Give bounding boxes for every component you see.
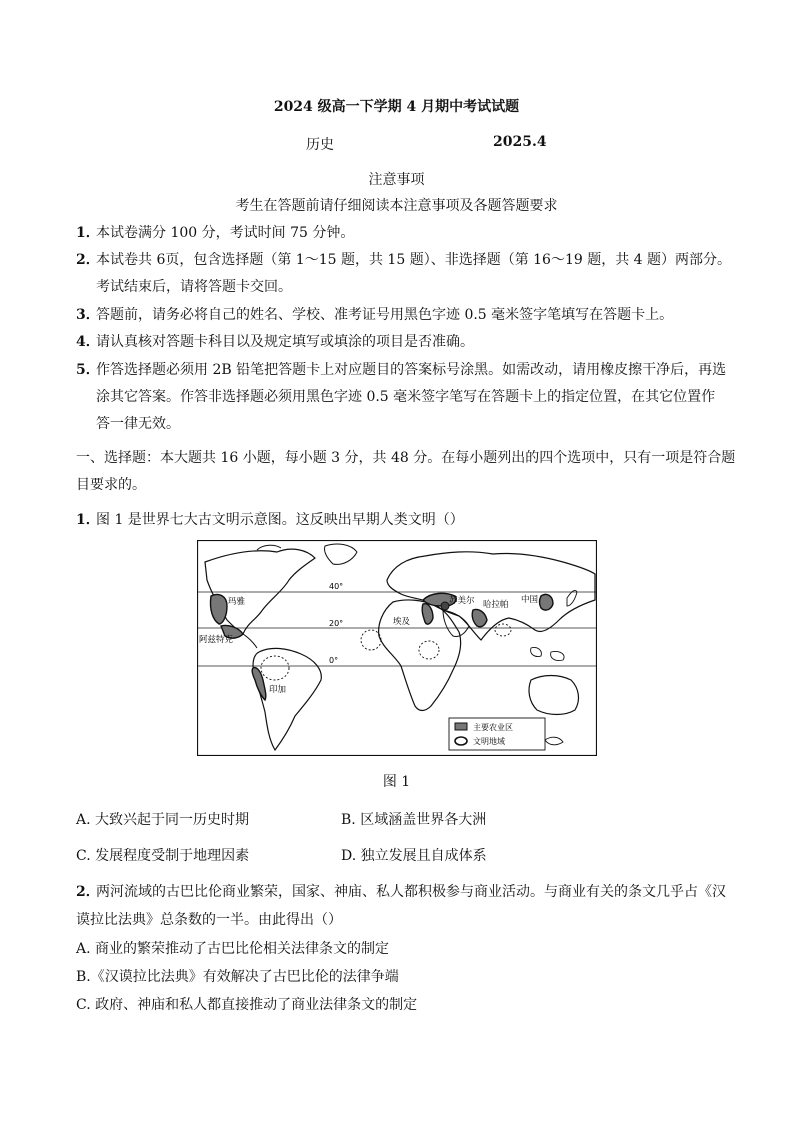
notice-item-2 xyxy=(76,250,731,270)
notice-item-number: 2． xyxy=(76,252,100,268)
question-2-stem xyxy=(76,882,726,902)
civ-label-inca: 印加 xyxy=(269,685,287,695)
exam-date: 2025.4 xyxy=(493,134,547,150)
civ-label-aztec: 阿兹特克 xyxy=(199,635,234,645)
latitude-label-40: 40° xyxy=(329,582,344,591)
q1-option-c[interactable]: C. 发展程度受制于地理因素 xyxy=(76,848,250,864)
legend-civ-label: 文明地域 xyxy=(473,737,505,746)
notice-subheading: 考生在答题前请仔细阅读本注意事项及各题答题要求 xyxy=(235,198,558,214)
section-heading: 一、选择题：本大题共 16 小题，每小题 3 分，共 48 分。在每小题列出的四个选项中，只有一项是符合题 xyxy=(76,450,736,466)
notice-item-text: 本试卷满分 100 分，考试时间 75 分钟。 xyxy=(96,225,355,241)
figure-caption: 图 1 xyxy=(382,774,411,790)
q1-option-d[interactable]: D. 独立发展且自成体系 xyxy=(341,848,487,864)
exam-title: 2024 级高一下学期 4 月期中考试试题 xyxy=(273,99,520,115)
china-civilization-zone xyxy=(540,594,554,610)
latitude-label-20: 20° xyxy=(329,619,344,628)
question-text: 图 1 是世界七大古文明示意图。这反映出早期人类文明（） xyxy=(96,512,464,528)
civ-label-harappa: 哈拉帕 xyxy=(483,600,509,610)
question-2-stem-cont: 谟拉比法典》总条数的一半。由此得出（） xyxy=(76,912,342,928)
subject-label: 历史 xyxy=(306,137,334,153)
civ-label-china: 中国 xyxy=(521,595,539,605)
notice-item-5 xyxy=(76,360,726,380)
notice-item-text: 本试卷共 6页，包含选择题（第 1～15 题，共 15 题）、非选择题（第 16～19 题，共 4 题）两部分。 xyxy=(96,252,732,268)
civ-label-egypt: 埃及 xyxy=(393,617,411,627)
notice-item-text: 请认真核对答题卡科目以及规定填写或填涂的项目是否准确。 xyxy=(96,334,474,350)
notice-item-2-cont: 考试结束后，请将答题卡交回。 xyxy=(96,279,292,295)
notice-item-number: 3． xyxy=(76,307,100,323)
question-number: 2． xyxy=(76,884,100,900)
notice-item-3 xyxy=(76,305,673,325)
notice-item-4 xyxy=(76,332,474,352)
q2-option-a[interactable]: A. 商业的繁荣推动了古巴比伦相关法律条文的制定 xyxy=(76,941,390,957)
notice-item-1 xyxy=(76,223,354,243)
civ-label-sumer: 苏美尔 xyxy=(449,596,475,606)
section-heading-cont: 目要求的。 xyxy=(76,477,146,493)
notice-item-5-cont2: 答一律无效。 xyxy=(96,416,180,432)
latitude-label-0: 0° xyxy=(329,656,339,665)
notice-item-text: 作答选择题必须用 2B 铅笔把答题卡上对应题目的答案标号涂黑。如需改动，请用橡皮擦干净后，再选 xyxy=(96,362,727,378)
civ-label-maya: 玛雅 xyxy=(228,597,246,607)
notice-item-text: 答题前，请务必将自己的姓名、学校、准考证号用黑色字迹 0.5 毫米签字笔填写在答题卡上。 xyxy=(96,307,674,323)
q1-option-a[interactable]: A. 大致兴起于同一历史时期 xyxy=(76,812,250,828)
q2-option-b[interactable]: B.《汉谟拉比法典》有效解决了古巴比伦的法律争端 xyxy=(76,969,399,985)
question-number: 1． xyxy=(76,512,100,528)
notice-heading: 注意事项 xyxy=(368,172,425,188)
notice-item-5-cont: 涂其它答案。作答非选择题必须用黑色字迹 0.5 毫米签字笔写在答题卡上的指定位置，在其它位置作 xyxy=(96,389,716,405)
notice-item-number: 1． xyxy=(76,225,100,241)
legend-farm-label: 主要农业区 xyxy=(473,723,513,732)
q2-option-c[interactable]: C. 政府、神庙和私人都直接推动了商业法律条文的制定 xyxy=(76,997,418,1013)
notice-item-number: 4． xyxy=(76,334,100,350)
world-civilizations-map xyxy=(197,540,597,756)
q1-option-b[interactable]: B. 区域涵盖世界各大洲 xyxy=(341,812,487,828)
question-1-stem xyxy=(76,510,464,530)
map-legend xyxy=(449,718,545,750)
question-text: 两河流域的古巴比伦商业繁荣，国家、神庙、私人都积极参与商业活动。与商业有关的条文几乎占《汉 xyxy=(96,884,726,900)
notice-item-number: 5． xyxy=(76,362,100,378)
